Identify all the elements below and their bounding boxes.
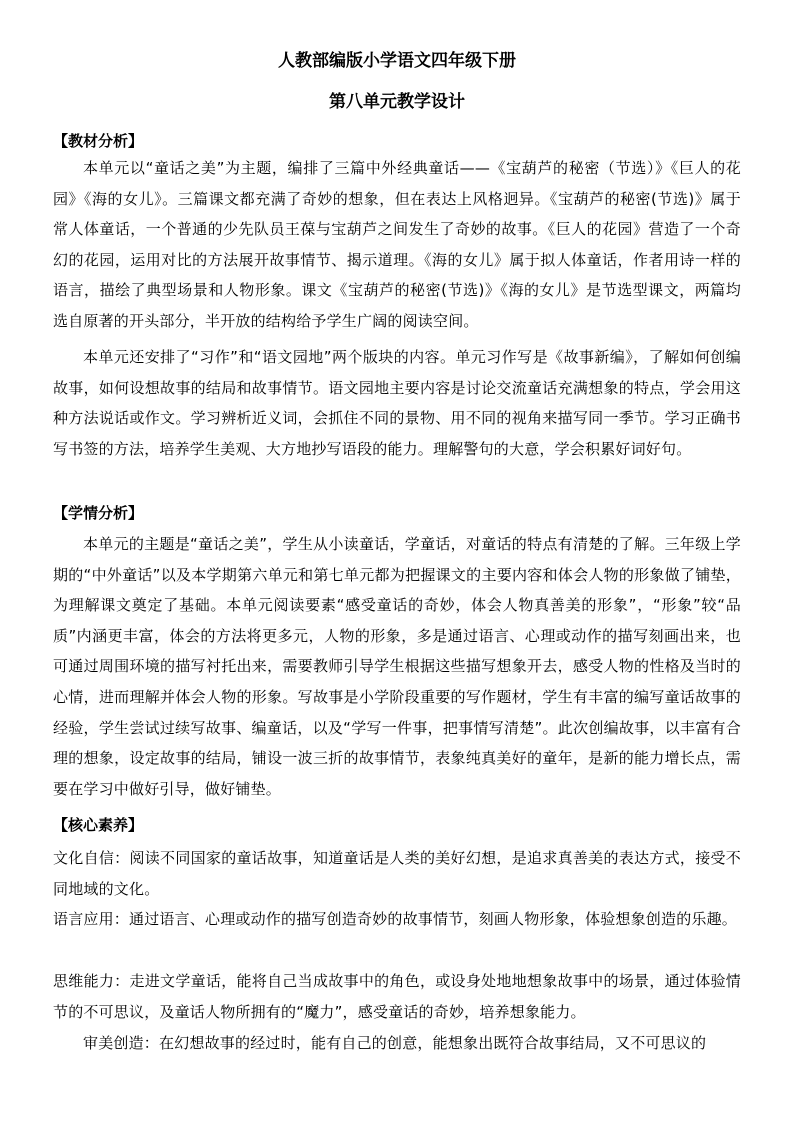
paragraph-textbook-analysis-2: 本单元还安排了“习作”和“语文园地”两个版块的内容。单元习作写是《故事新编》，了解如何创编故事，如何设想故事的结局和故事情节。语文园地主要内容是讨论交流童话充满想象的特点，学会用这种方法说话或作文。学习辨析近义词，会抓住不同的景物、用不同的视角来描写同一季节。学习正确书写书签的方法，培养学生美观、大方地抄写语段的能力。理解警句的大意，学会积累好词好句。: [53, 348, 741, 458]
section-heading-learner-analysis: 【学情分析】: [53, 504, 144, 522]
paragraph-cultural-confidence: 文化自信：阅读不同国家的童话故事，知道童话是人类的美好幻想，是追求真善美的表达方式，接受不同地域的文化。: [53, 849, 741, 898]
paragraph-textbook-analysis-1: 本单元以“童话之美”为主题，编排了三篇中外经典童话——《宝葫芦的秘密（节选）》《巨人的花园》《海的女儿》。三篇课文都充满了奇妙的想象，但在表达上风格迥异。《宝葫芦的秘密(节选)》属于常人体童话，一个普通的少先队员王葆与宝葫芦之间发生了奇妙的故事。《巨人的花园》营造了一个奇幻的花园，运用对比的方法展开故事情节、揭示道理。《海的女儿》属于拟人体童话，作者用诗一样的语言，描绘了典型场景和人物形象。课文《宝葫芦的秘密(节选)》《海的女儿》是节选型课文，两篇均选自原著的开头部分，半开放的结构给予学生广阔的阅读空间。: [53, 159, 741, 330]
paragraph-language-application: 语言应用：通过语言、心理或动作的描写创造奇妙的故事情节，刻画人物形象，体验想象创造的乐趣。: [53, 910, 738, 928]
section-heading-core-literacy: 【核心素养】: [53, 816, 144, 834]
document-title: 人教部编版小学语文四年级下册: [278, 51, 516, 71]
section-heading-textbook-analysis: 【教材分析】: [53, 132, 144, 150]
paragraph-aesthetic-creation: 审美创造：在幻想故事的经过时，能有自己的创意，能想象出既符合故事结局，又不可思议的: [83, 1034, 707, 1052]
paragraph-learner-analysis-1: 本单元的主题是“童话之美”，学生从小读童话，学童话，对童话的特点有清楚的了解。三年级上学期的“中外童话”以及本学期第六单元和第七单元都为把握课文的主要内容和体会人物的形象做了铺垫，为理解课文奠定了基础。本单元阅读要素“感受童话的奇妙，体会人物真善美的形象”，“形象”较“品质”内涵更丰富，体会的方法将更多元，人物的形象，多是通过语言、心理或动作的描写刻画出来，也可通过周围环境的描写衬托出来，需要教师引导学生根据这些描写想象开去，感受人物的性格及当时的心情，进而理解并体会人物的形象。写故事是小学阶段重要的写作题材，学生有丰富的编写童话故事的经验，学生尝试过续写故事、编童话，以及“学写一件事，把事情写清楚”。此次创编故事，以丰富有合理的想象，设定故事的结局，铺设一波三折的故事情节，表象纯真美好的童年，是新的能力增长点，需要在学习中做好引导，做好铺垫。: [53, 535, 741, 798]
paragraph-thinking-ability: 思维能力：走进文学童话，能将自己当成故事中的角色，或设身处地地想象故事中的场景，通过体验情节的不可思议，及童话人物所拥有的“魔力”，感受童话的奇妙，培养想象能力。: [53, 972, 741, 1021]
document-subtitle: 第八单元教学设计: [329, 92, 465, 112]
